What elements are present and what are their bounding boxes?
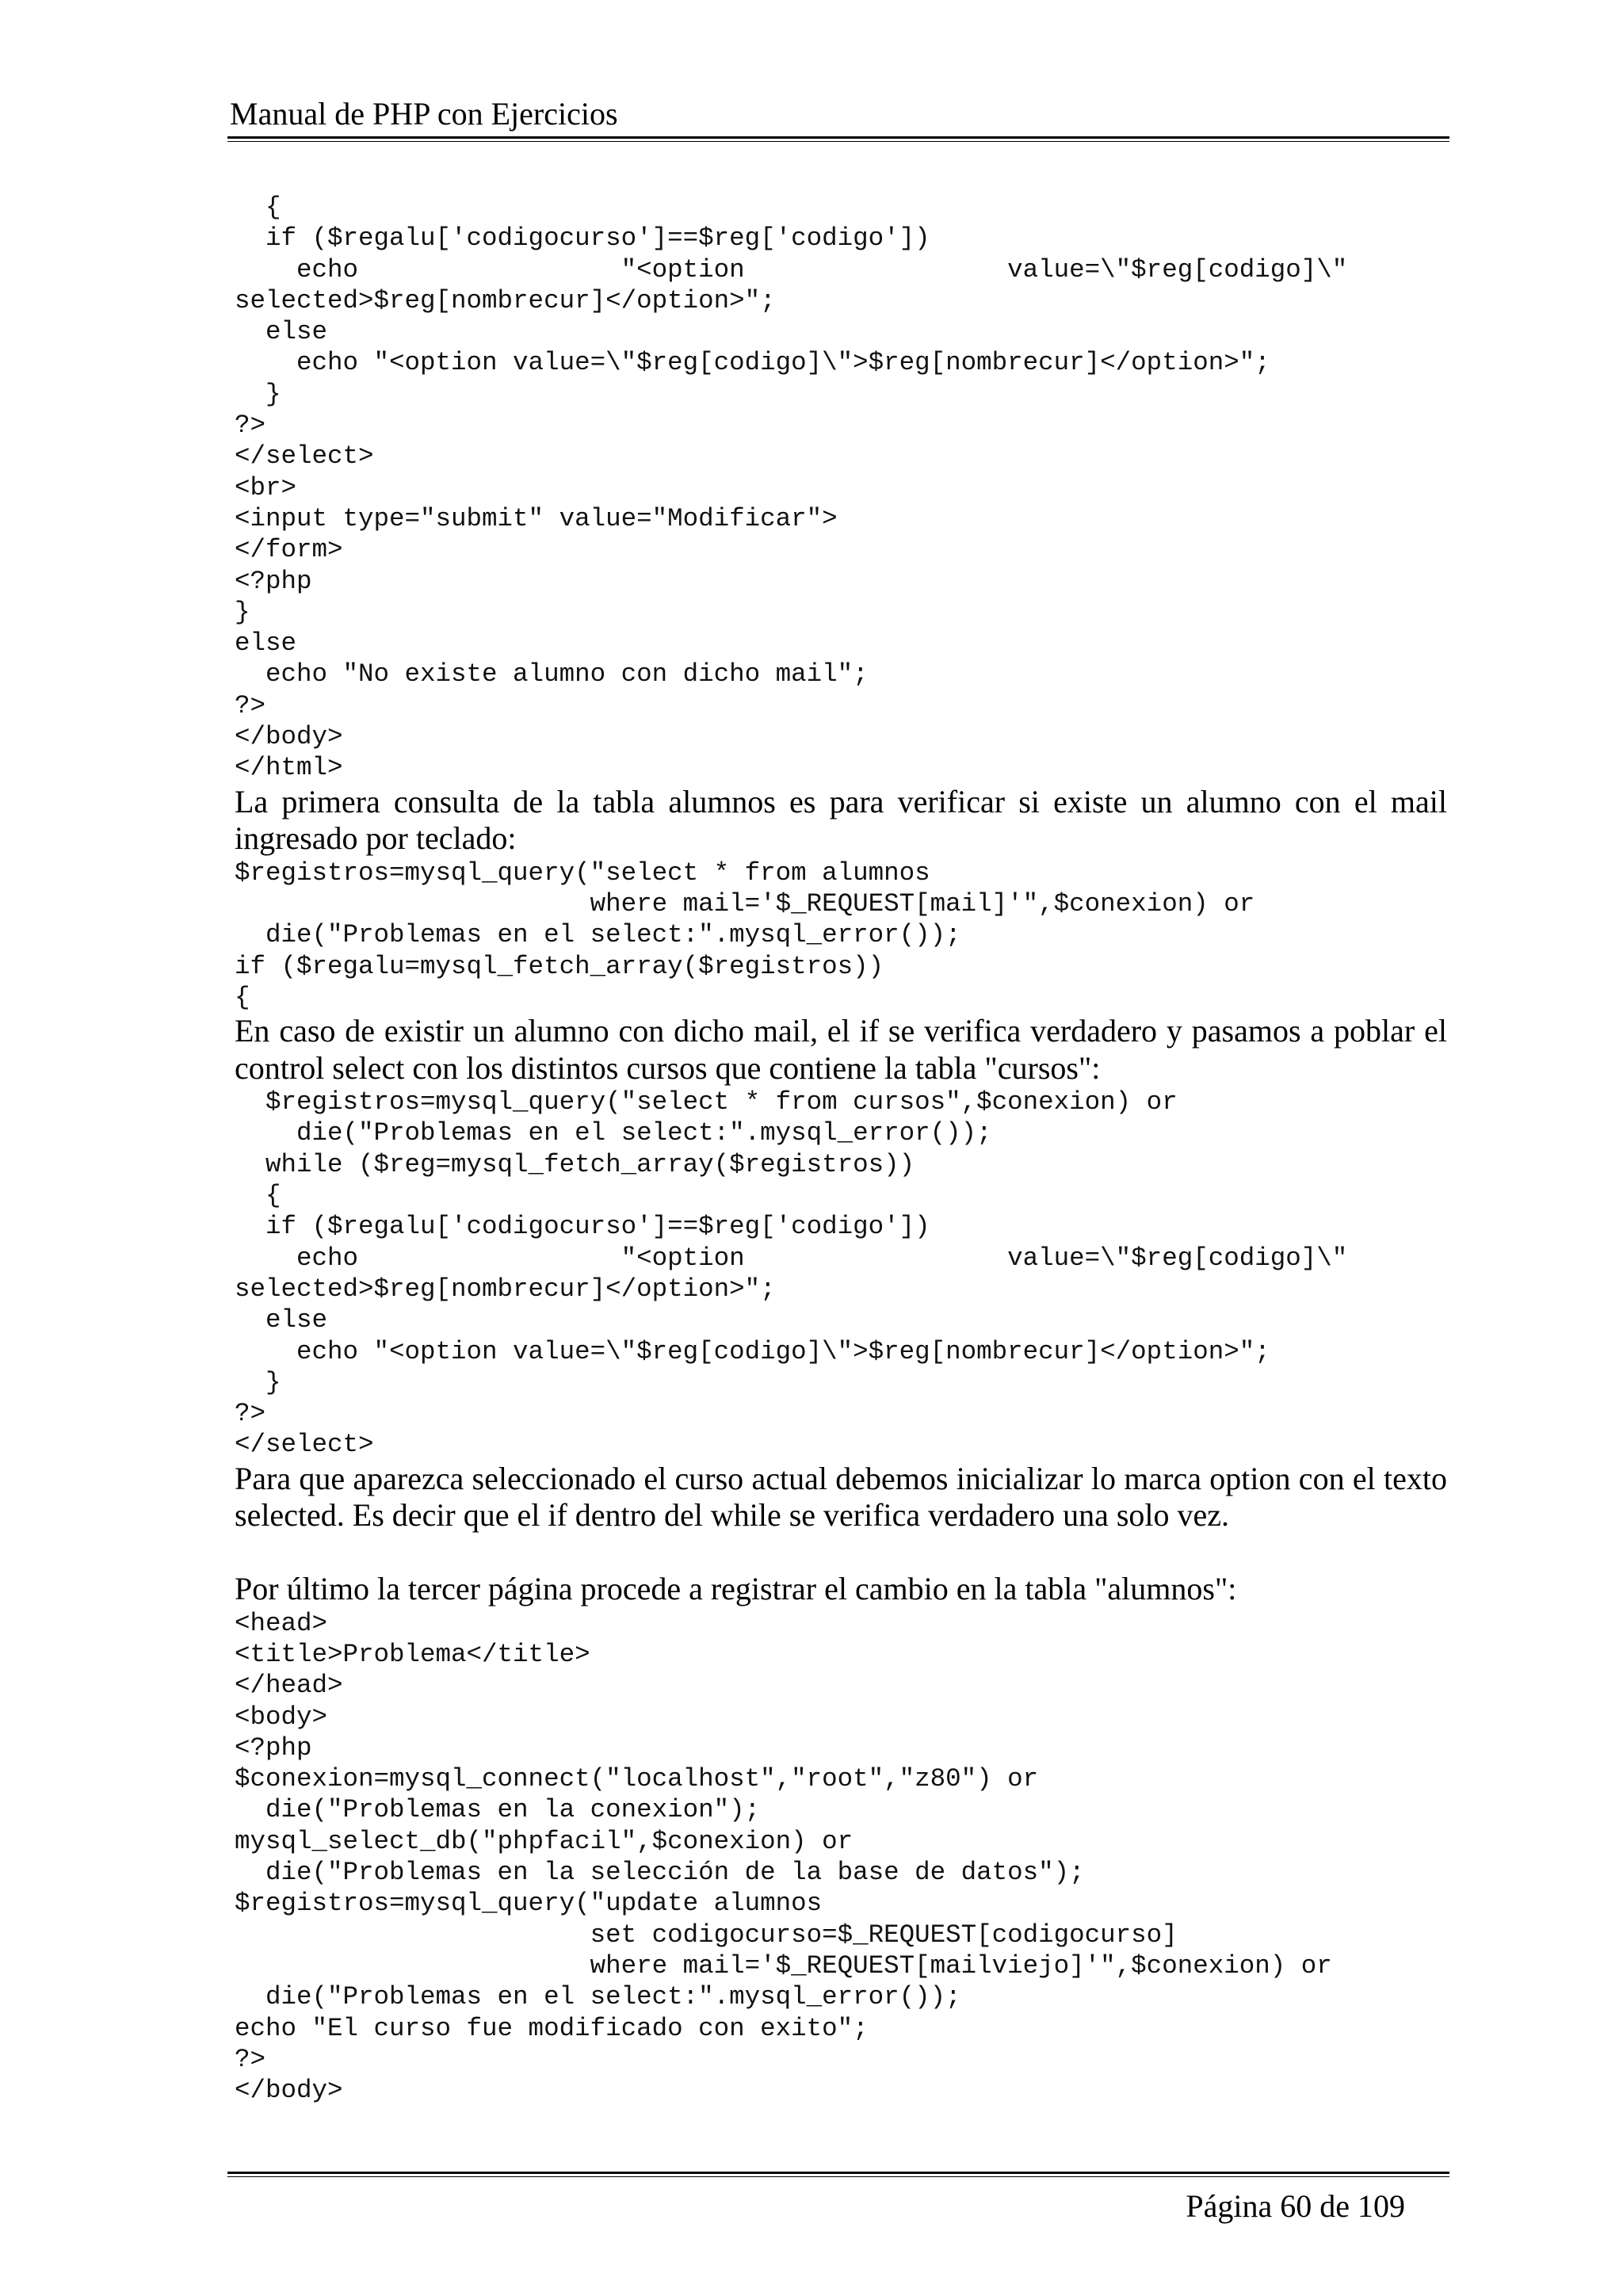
code-line: where mail='$_REQUEST[mail]'",$conexion) or <box>235 888 1255 919</box>
code-block <box>235 1087 1447 1461</box>
code-line: echo "El curso fue modificado con exito"; <box>235 2013 869 2043</box>
code-line: if ($regalu['codigocurso']==$reg['codigo']) <box>235 223 930 254</box>
code-line: set codigocurso=$_REQUEST[codigocurso] <box>235 1920 1178 1950</box>
code-line: ?> <box>235 1399 266 1429</box>
footer-rule <box>227 2172 1449 2174</box>
code-line: } <box>235 379 281 409</box>
code-line: { <box>235 1181 281 1211</box>
running-header: Manual de PHP con Ejercicios <box>230 96 618 132</box>
code-line: </body> <box>235 2076 343 2106</box>
code-line: $registros=mysql_query("update alumnos <box>235 1889 823 1919</box>
code-line: } <box>235 597 250 627</box>
code-line: <?php <box>235 1733 312 1763</box>
code-line: echo "<option value=\"$reg[codigo]\">$reg[nombrecur]</option>"; <box>235 1336 1270 1366</box>
code-block <box>235 192 1447 784</box>
code-block <box>235 1608 1447 2107</box>
code-line: </head> <box>235 1671 343 1701</box>
code-line: if ($regalu=mysql_fetch_array($registros)) <box>235 951 884 981</box>
code-line: echo "<option value=\"$reg[codigo]\" <box>235 1243 1348 1273</box>
code-line: ?> <box>235 411 266 441</box>
code-line: where mail='$_REQUEST[mailviejo]'",$conexion) or <box>235 1950 1332 1981</box>
code-line: echo "No existe alumno con dicho mail"; <box>235 659 869 690</box>
code-line: ?> <box>235 690 266 720</box>
header-rule <box>227 136 1449 139</box>
code-line: </select> <box>235 1430 374 1460</box>
code-line: while ($reg=mysql_fetch_array($registros)) <box>235 1149 915 1179</box>
code-line: die("Problemas en la selección de la base de datos"); <box>235 1858 1085 1888</box>
code-line: if ($regalu['codigocurso']==$reg['codigo']) <box>235 1212 930 1242</box>
body-paragraph: Por último la tercer página procede a registrar el cambio en la tabla "alumnos": <box>235 1571 1237 1607</box>
code-line: $conexion=mysql_connect("localhost","root","z80") or <box>235 1764 1039 1794</box>
code-line: </html> <box>235 753 343 783</box>
code-line: else <box>235 1305 328 1335</box>
code-line: { <box>235 982 250 1012</box>
code-line: die("Problemas en el select:".mysql_error()); <box>235 920 961 950</box>
code-line: $registros=mysql_query("select * from cursos",$conexion) or <box>235 1087 1178 1117</box>
code-line: selected>$reg[nombrecur]</option>"; <box>235 285 776 315</box>
code-line: $registros=mysql_query("select * from alumnos <box>235 858 930 888</box>
code-line: die("Problemas en el select:".mysql_error()); <box>235 1982 961 2012</box>
code-line: echo "<option value=\"$reg[codigo]\" <box>235 254 1348 285</box>
code-line: echo "<option value=\"$reg[codigo]\">$reg[nombrecur]</option>"; <box>235 348 1270 378</box>
page-number: Página 60 de 109 <box>1186 2188 1405 2224</box>
code-line: die("Problemas en la conexion"); <box>235 1795 761 1825</box>
page-content <box>235 192 1447 2106</box>
code-line: <br> <box>235 472 297 502</box>
code-line: <body> <box>235 1702 328 1732</box>
code-block <box>235 858 1447 1013</box>
footer-rule-thin <box>227 2176 1449 2177</box>
code-line: </select> <box>235 441 374 472</box>
code-line: mysql_select_db("phpfacil",$conexion) or <box>235 1826 854 1856</box>
body-paragraph: La primera consulta de la tabla alumnos es para verificar si existe un alumno con el mail ingresado por teclado: <box>235 783 1447 857</box>
code-line: </body> <box>235 722 343 752</box>
code-line: ?> <box>235 2044 266 2074</box>
code-line: <input type="submit" value="Modificar"> <box>235 503 838 533</box>
code-line: } <box>235 1367 281 1397</box>
code-line: else <box>235 628 297 659</box>
body-paragraph: Para que aparezca seleccionado el curso actual debemos inicializar lo marca option con el texto selected. Es decir que el if dentro del while se verifica verdadero una solo vez. <box>235 1460 1447 1534</box>
code-line: <head> <box>235 1608 328 1638</box>
code-line: </form> <box>235 535 343 565</box>
code-line: { <box>235 193 281 222</box>
code-line: <?php <box>235 566 312 596</box>
code-line: else <box>235 317 328 347</box>
code-line: <title>Problema</title> <box>235 1639 590 1669</box>
body-paragraph: En caso de existir un alumno con dicho mail, el if se verifica verdadero y pasamos a poblar el control select con los distintos cursos que contiene la tabla "cursos": <box>235 1013 1447 1086</box>
header-rule-thin <box>227 141 1449 142</box>
code-line: selected>$reg[nombrecur]</option>"; <box>235 1274 776 1304</box>
code-line: die("Problemas en el select:".mysql_error()); <box>235 1118 992 1148</box>
